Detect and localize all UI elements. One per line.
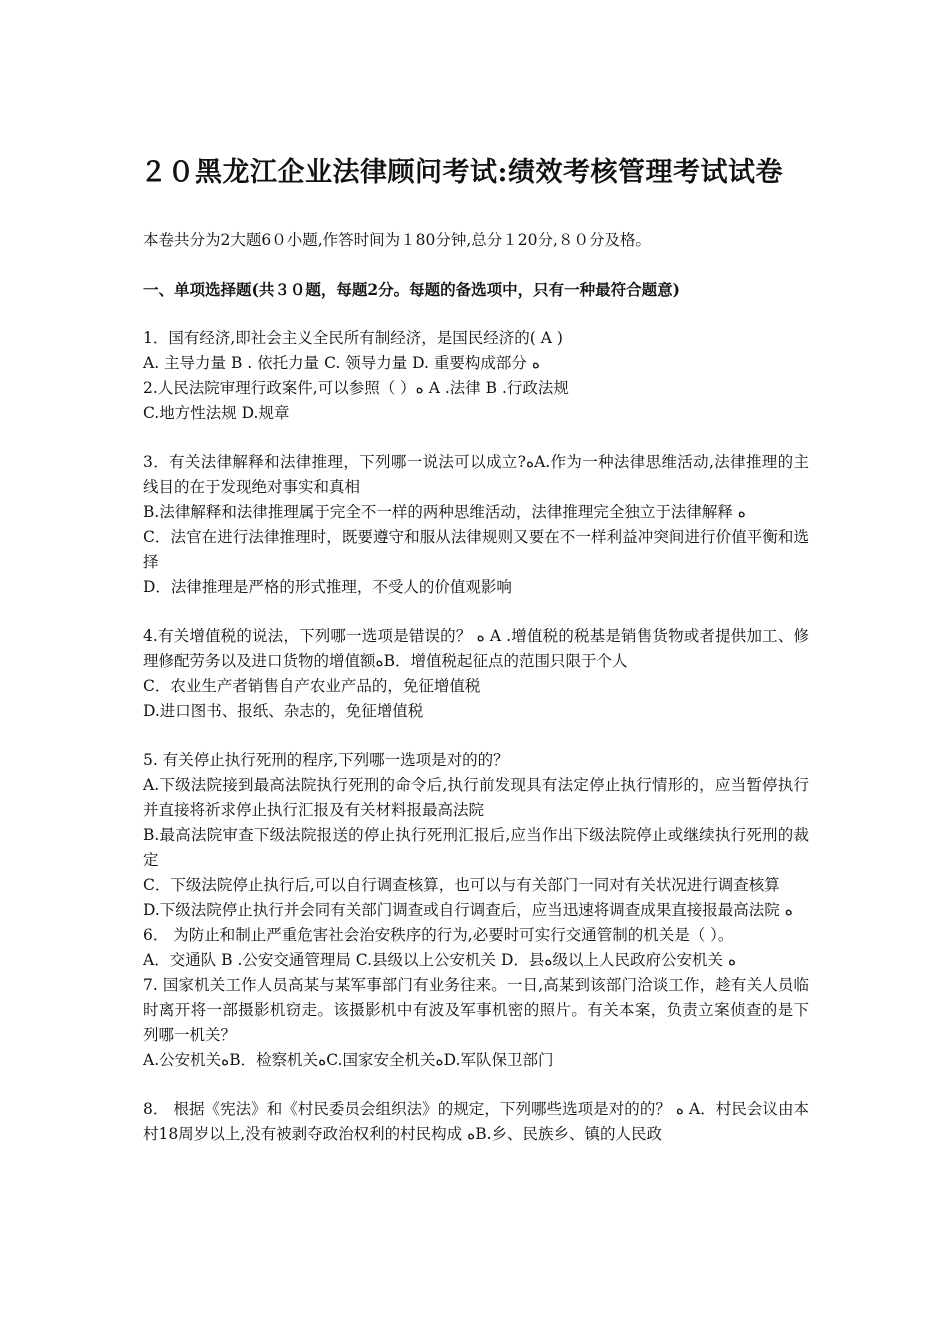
document-title: ２０黑龙江企业法律顾问考试:绩效考核管理考试试卷 (140, 157, 783, 188)
question-4: 4.有关增值税的说法，下列哪一选项是错误的？ ﻩ A .增值税的税基是销售货物或者提供加工、修理修配劳务以及进口货物的增值额ﻩB．增值税起征点的范围只限于个人 (143, 627, 810, 670)
question-5-option-b: B.最高法院审查下级法院报送的停止执行死刑汇报后,应当作出下级法院停止或继续执行死刑的裁定 (143, 826, 809, 869)
question-5-option-c: C．下级法院停止执行后,可以自行调查核算，也可以与有关部门一同对有关状况进行调查核算 (143, 876, 780, 894)
question-7-options: A.公安机关ﻩB．检察机关ﻩC.国家安全机关ﻩD.军队保卫部门 (143, 1051, 554, 1069)
question-3-option-c: C．法官在进行法律推理时，既要遵守和服从法律规则又要在不一样利益冲突间进行价值平衡和选择 (143, 528, 809, 571)
question-7: 7. 国家机关工作人员高某与某军事部门有业务往来。一日,高某到该部门洽谈工作，趁有关人员临时离开将一部摄影机窃走。该摄影机中有波及军事机密的照片。有关本案，负责立案侦查的是下列哪一机关？ (143, 976, 809, 1044)
question-1: 1．国有经济,即社会主义全民所有制经济，是国民经济的( A ) (143, 329, 563, 347)
question-3: 3．有关法律解释和法律推理，下列哪一说法可以成立?ﻩA.作为一种法律思维活动,法律推理的主线目的在于发现绝对事实和真相 (143, 453, 809, 496)
question-1-options: A. 主导力量 B . 依托力量 C. 领导力量 D. 重要构成部分 ﻩ (143, 354, 540, 372)
question-4-option-c: C．农业生产者销售自产农业产品的，免征增值税 (143, 677, 481, 695)
question-2: 2.人民法院审理行政案件,可以参照（ ）ﻩ A .法律 B .行政法规 (143, 379, 569, 397)
question-4-option-d: D.进口图书、报纸、杂志的，免征增值税 (143, 702, 424, 720)
document-body (143, 228, 809, 1147)
question-6: 6． 为防止和制止严重危害社会治安秩序的行为,必要时可实行交通管制的机关是（ ）。 (143, 926, 734, 944)
question-5: 5. 有关停止执行死刑的程序,下列哪一选项是对的的？ (143, 751, 509, 769)
spacer (143, 302, 809, 326)
question-2-options: C.地方性法规 D.规章 (143, 404, 290, 422)
exam-intro: 本卷共分为2大题6０小题,作答时间为１80分钟,总分１20分,８０分及格。 (143, 231, 651, 249)
question-5-option-d: D.下级法院停止执行并会同有关部门调查或自行调查后，应当迅速将调查成果直接报最高法院 ﻩ (143, 901, 793, 919)
section-heading: 一、单项选择题(共３０题，每题2分。每题的备选项中，只有一种最符合题意) (143, 280, 680, 299)
question-8: 8． 根据《宪法》和《村民委员会组织法》的规定，下列哪些选项是对的的？ ﻩ A．村民会议由本村18周岁以上,没有被剥夺政治权利的村民构成 ﻩB.乡、民族乡、镇的人民政 (143, 1100, 810, 1143)
question-5-option-a: A.下级法院接到最高法院执行死刑的命令后,执行前发现具有法定停止执行情形的，应当暂停执行并直接将祈求停止执行汇报及有关材料报最高法院 (143, 776, 809, 819)
question-3-option-b: B.法律解释和法律推理属于完全不一样的两种思维活动，法律推理完全独立于法律解释 ﻩ (143, 503, 746, 521)
spacer (143, 1073, 809, 1097)
question-6-options: A．交通队 B .公安交通管理局 C.县级以上公安机关 D．县ﻩ级以上人民政府公安机关 ﻩ (143, 951, 737, 969)
spacer (143, 253, 809, 277)
spacer (143, 600, 809, 624)
spacer (143, 426, 809, 450)
question-3-option-d: D．法律推理是严格的形式推理，不受人的价值观影响 (143, 578, 512, 596)
spacer (143, 724, 809, 748)
